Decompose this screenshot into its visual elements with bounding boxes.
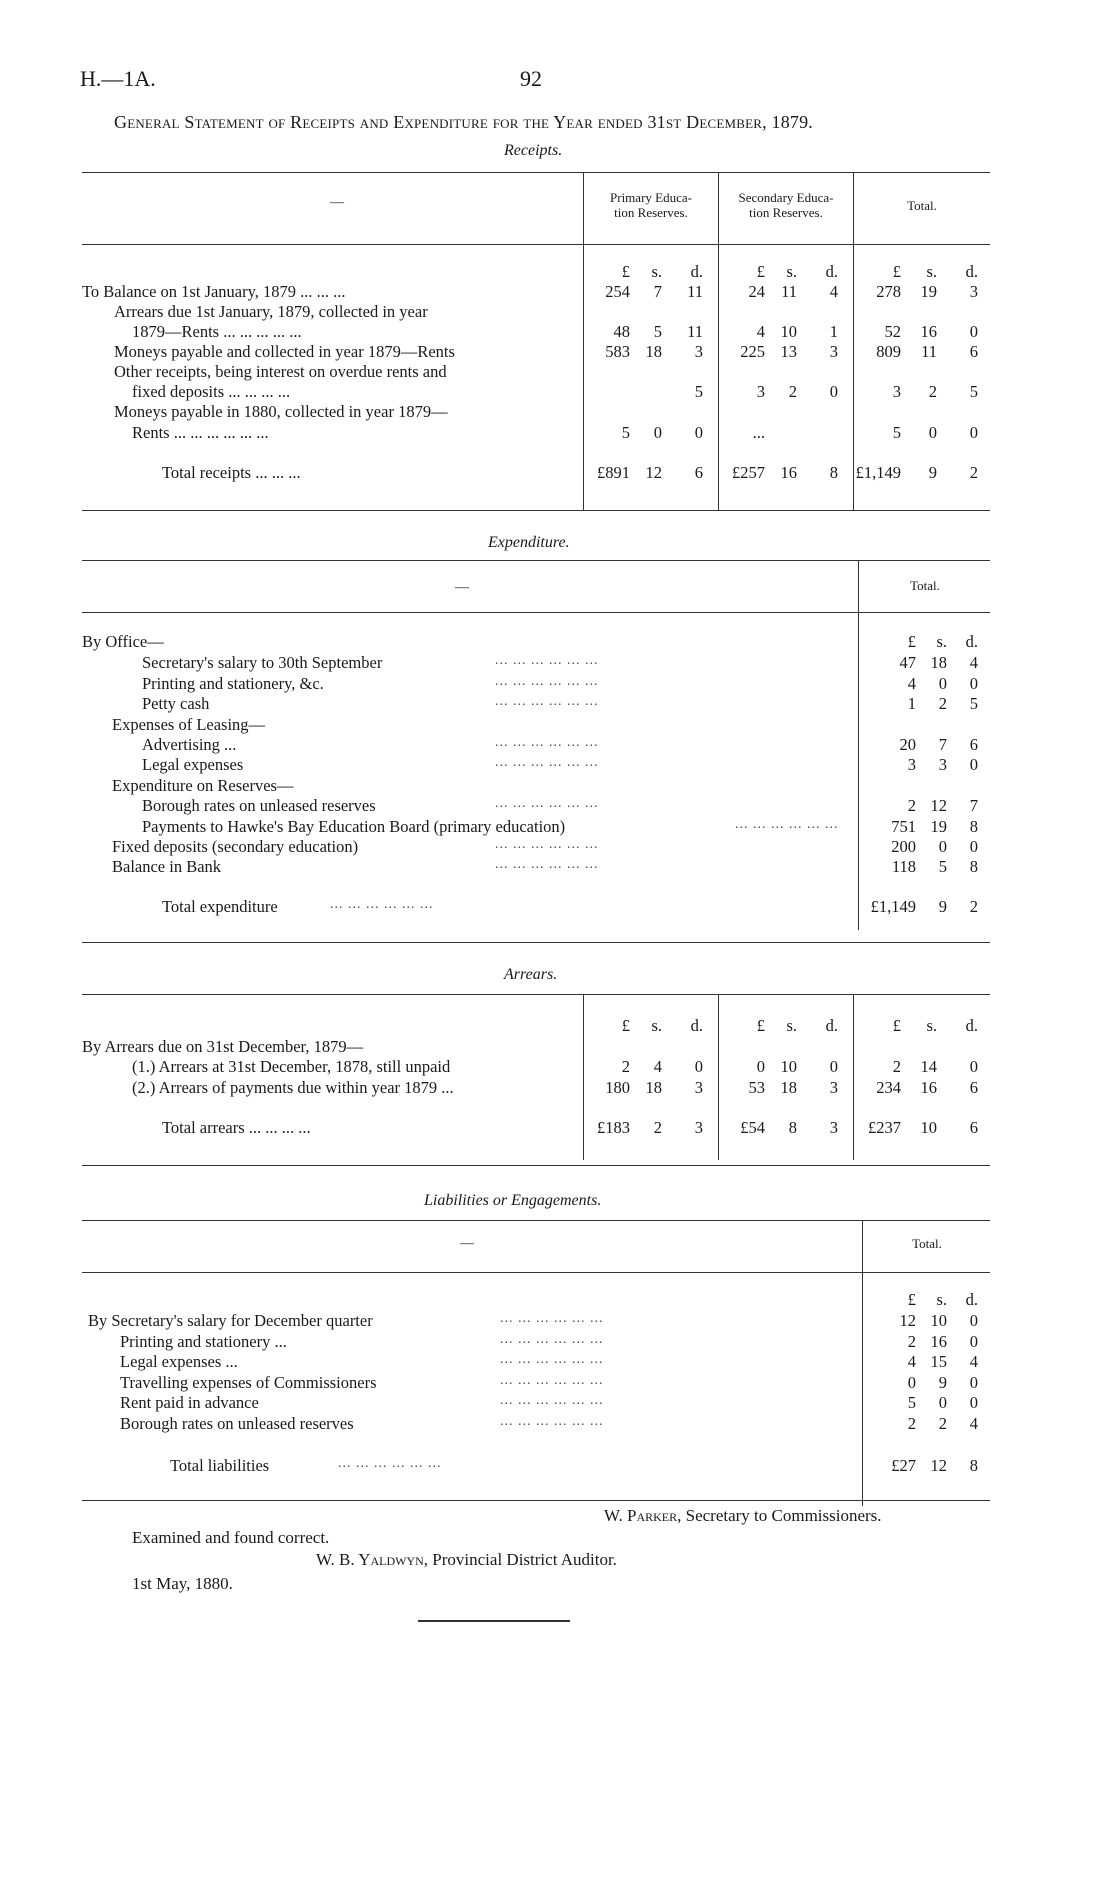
receipts-secondary-pounds: 225 bbox=[740, 342, 765, 361]
liabilities-total-dots: ... ... ... ... ... ... bbox=[338, 1456, 442, 1471]
expenditure-value-pounds: 1 bbox=[907, 694, 916, 713]
liabilities-row-label: Legal expenses ... bbox=[120, 1352, 238, 1371]
expenditure-value-pence: 0 bbox=[969, 837, 978, 856]
receipts-total-pence: 5 bbox=[969, 382, 978, 401]
arrears-primary-shillings: 18 bbox=[645, 1078, 662, 1097]
arrears-total-label: Total arrears ... ... ... ... bbox=[162, 1118, 311, 1137]
receipts-total-pence: 0 bbox=[969, 423, 978, 442]
expenditure-row-label: Advertising ... bbox=[142, 735, 237, 754]
liabilities-value-shillings: 2 bbox=[938, 1414, 947, 1433]
receipts-col-secondary-line1: Secondary Educa- bbox=[738, 190, 834, 205]
receipts-total-pounds: 3 bbox=[892, 382, 901, 401]
arrears-primary-pence: 0 bbox=[694, 1057, 703, 1076]
expenditure-row-label: Expenditure on Reserves— bbox=[112, 776, 294, 795]
arrears-primary-pounds: 180 bbox=[605, 1078, 630, 1097]
expenditure-row-label: Legal expenses bbox=[142, 755, 244, 774]
receipts-unit-0-2: d. bbox=[690, 262, 703, 281]
liabilities-unit-0-1: s. bbox=[936, 1290, 947, 1309]
expenditure-leader-dots: ... ... ... ... ... ... bbox=[495, 755, 599, 770]
arrears-unit-2-0: £ bbox=[892, 1016, 901, 1035]
arrears-total-pounds: 234 bbox=[876, 1078, 901, 1097]
expenditure-value-pounds: 3 bbox=[907, 755, 916, 774]
receipts-total-pounds: 809 bbox=[876, 342, 901, 361]
receipts-primary-shillings: 0 bbox=[653, 423, 662, 442]
receipts-row-label: Moneys payable and collected in year 1879—Rents bbox=[114, 342, 455, 361]
liabilities-total-label: Total liabilities bbox=[170, 1456, 270, 1475]
expenditure-leader-dots: ... ... ... ... ... ... bbox=[495, 653, 599, 668]
expenditure-row-label: Expenses of Leasing— bbox=[112, 715, 266, 734]
page-number: 92 bbox=[520, 66, 542, 91]
receipts-row-label: Moneys payable in 1880, collected in year 1879— bbox=[114, 402, 448, 421]
liabilities-value-pounds: 12 bbox=[899, 1311, 916, 1330]
receipts-secondary-pence: 4 bbox=[829, 282, 838, 301]
arrears-unit-2-1: s. bbox=[926, 1016, 937, 1035]
liabilities-value-pence: 0 bbox=[969, 1332, 978, 1351]
date-line: 1st May, 1880. bbox=[132, 1574, 233, 1593]
receipts-total-total-pence: 2 bbox=[969, 463, 978, 482]
arrears-secondary-shillings: 10 bbox=[780, 1057, 797, 1076]
arrears-secondary-pounds: 0 bbox=[756, 1057, 765, 1076]
expenditure-value-pounds: 2 bbox=[907, 796, 916, 815]
arrears-total-primary-pence: 3 bbox=[694, 1118, 703, 1137]
auditor-name: W. B. Yaldwyn, bbox=[316, 1550, 429, 1569]
liabilities-leader-dots: ... ... ... ... ... ... bbox=[500, 1352, 604, 1367]
arrears-total-pounds: 2 bbox=[892, 1057, 901, 1076]
liabilities-col-total-header: Total. bbox=[912, 1236, 942, 1251]
arrears-unit-2-2: d. bbox=[965, 1016, 978, 1035]
expenditure-top-rule bbox=[82, 560, 990, 561]
expenditure-value-pence: 7 bbox=[969, 796, 978, 815]
receipts-unit-2-2: d. bbox=[965, 262, 978, 281]
receipts-row-label: Rents ... ... ... ... ... ... bbox=[132, 423, 269, 442]
expenditure-total-dots: ... ... ... ... ... ... bbox=[330, 897, 434, 912]
arrears-primary-pounds: 2 bbox=[621, 1057, 630, 1076]
receipts-unit-0-0: £ bbox=[621, 262, 630, 281]
receipts-primary-pounds: 254 bbox=[605, 282, 630, 301]
expenditure-value-shillings: 3 bbox=[938, 755, 947, 774]
expenditure-col-total-header: Total. bbox=[910, 578, 940, 593]
liabilities-value-pence: 0 bbox=[969, 1393, 978, 1412]
receipts-total-pence: 6 bbox=[969, 342, 978, 361]
expenditure-total-value-pence: 2 bbox=[969, 897, 978, 916]
liabilities-total-value-pence: 8 bbox=[969, 1456, 978, 1475]
arrears-unit-1-1: s. bbox=[786, 1016, 797, 1035]
receipts-primary-pence: 5 bbox=[694, 382, 703, 401]
expenditure-value-pounds: 47 bbox=[899, 653, 916, 672]
liabilities-header-rule bbox=[82, 1272, 990, 1273]
receipts-col-secondary-line2: tion Reserves. bbox=[749, 205, 823, 220]
receipts-primary-shillings: 5 bbox=[653, 322, 662, 341]
receipts-total-pence: 0 bbox=[969, 322, 978, 341]
receipts-primary-pence: 11 bbox=[687, 322, 703, 341]
liabilities-unit-0-2: d. bbox=[965, 1290, 978, 1309]
liabilities-value-pounds: 2 bbox=[907, 1332, 916, 1351]
expenditure-leader-dots: ... ... ... ... ... ... bbox=[495, 694, 599, 709]
receipts-primary-pence: 3 bbox=[694, 342, 703, 361]
secretary-name: W. Parker, bbox=[604, 1506, 682, 1525]
receipts-row-label: 1879—Rents ... ... ... ... ... bbox=[132, 322, 302, 341]
receipts-total-pence: 3 bbox=[969, 282, 978, 301]
receipts-total-secondary-pence: 8 bbox=[829, 463, 838, 482]
receipts-primary-pence: 0 bbox=[694, 423, 703, 442]
receipts-primary-pence: 11 bbox=[687, 282, 703, 301]
receipts-total-shillings: 19 bbox=[920, 282, 937, 301]
expenditure-row-label: Printing and stationery, &c. bbox=[142, 674, 324, 693]
expenditure-bottom-rule bbox=[82, 942, 990, 943]
liabilities-row-label: Rent paid in advance bbox=[120, 1393, 259, 1412]
receipts-secondary-pounds: 3 bbox=[756, 382, 765, 401]
expenditure-value-pounds: 118 bbox=[891, 857, 916, 876]
expenditure-row-label: Payments to Hawke's Bay Education Board (primary education) bbox=[142, 817, 566, 836]
arrears-row-label: (2.) Arrears of payments due within year 1879 ... bbox=[132, 1078, 454, 1097]
receipts-col-primary-header bbox=[586, 190, 716, 220]
expenditure-leader-dots: ... ... ... ... ... ... bbox=[495, 735, 599, 750]
liabilities-value-pounds: 2 bbox=[907, 1414, 916, 1433]
expenditure-value-shillings: 7 bbox=[938, 735, 947, 754]
liabilities-value-shillings: 10 bbox=[930, 1311, 947, 1330]
liabilities-leader-dots: ... ... ... ... ... ... bbox=[500, 1311, 604, 1326]
arrears-caption: Arrears. bbox=[504, 966, 558, 983]
receipts-total-primary-shillings: 12 bbox=[645, 463, 662, 482]
receipts-col-primary-line2: tion Reserves. bbox=[614, 205, 688, 220]
receipts-unit-2-1: s. bbox=[926, 262, 937, 281]
receipts-total-secondary-pounds: £257 bbox=[732, 463, 765, 482]
receipts-primary-pounds: 5 bbox=[621, 423, 630, 442]
liabilities-total-value-pounds: £27 bbox=[891, 1456, 916, 1475]
receipts-col-secondary-header bbox=[720, 190, 852, 220]
arrears-total-primary-shillings: 2 bbox=[653, 1118, 662, 1137]
liabilities-bottom-rule bbox=[82, 1500, 990, 1501]
receipts-col-primary-line1: Primary Educa- bbox=[610, 190, 692, 205]
receipts-secondary-pence: 0 bbox=[829, 382, 838, 401]
receipts-primary-pounds: 583 bbox=[605, 342, 630, 361]
liabilities-value-shillings: 9 bbox=[938, 1373, 947, 1392]
liabilities-blank-head: — bbox=[460, 1236, 474, 1251]
expenditure-value-pence: 6 bbox=[969, 735, 978, 754]
expenditure-leader-dots: ... ... ... ... ... ... bbox=[495, 796, 599, 811]
liabilities-caption: Liabilities or Engagements. bbox=[424, 1192, 602, 1209]
receipts-total-total-shillings: 9 bbox=[928, 463, 937, 482]
receipts-total-shillings: 16 bbox=[920, 322, 937, 341]
arrears-primary-shillings: 4 bbox=[653, 1057, 662, 1076]
liabilities-unit-0-0: £ bbox=[907, 1290, 916, 1309]
expenditure-value-pounds: 4 bbox=[907, 674, 916, 693]
receipts-total-total-pounds: £1,149 bbox=[855, 463, 901, 482]
expenditure-leader-dots: ... ... ... ... ... ... bbox=[735, 817, 839, 832]
receipts-blank-head: — bbox=[330, 195, 344, 210]
arrears-total-total-pence: 6 bbox=[969, 1118, 978, 1137]
receipts-secondary-pence: 3 bbox=[829, 342, 838, 361]
receipts-row-label: To Balance on 1st January, 1879 ... ... ... bbox=[82, 282, 346, 301]
expenditure-value-pence: 5 bbox=[969, 694, 978, 713]
receipts-primary-pounds: 48 bbox=[613, 322, 630, 341]
expenditure-total-label: Total expenditure bbox=[162, 897, 278, 916]
liabilities-leader-dots: ... ... ... ... ... ... bbox=[500, 1414, 604, 1429]
arrears-bottom-rule bbox=[82, 1165, 990, 1166]
liabilities-row-label: Printing and stationery ... bbox=[120, 1332, 287, 1351]
examined-note: Examined and found correct. bbox=[132, 1528, 330, 1547]
expenditure-unit-0-1: s. bbox=[936, 632, 947, 651]
liabilities-value-pounds: 4 bbox=[907, 1352, 916, 1371]
receipts-row-label: Other receipts, being interest on overdue rents and bbox=[114, 362, 447, 381]
receipts-unit-1-2: d. bbox=[825, 262, 838, 281]
arrears-row-label: (1.) Arrears at 31st December, 1878, still unpaid bbox=[132, 1057, 451, 1076]
receipts-total-label: Total receipts ... ... ... bbox=[162, 463, 301, 482]
receipts-secondary-pounds: ... bbox=[752, 423, 765, 442]
arrears-unit-0-2: d. bbox=[690, 1016, 703, 1035]
expenditure-header-rule bbox=[82, 612, 990, 613]
expenditure-value-shillings: 18 bbox=[930, 653, 947, 672]
arrears-unit-1-0: £ bbox=[756, 1016, 765, 1035]
receipts-total-secondary-shillings: 16 bbox=[780, 463, 797, 482]
receipts-total-shillings: 2 bbox=[928, 382, 937, 401]
receipts-primary-shillings: 18 bbox=[645, 342, 662, 361]
closing-rule bbox=[418, 1620, 570, 1622]
liabilities-row-label: Travelling expenses of Commissioners bbox=[120, 1373, 377, 1392]
expenditure-unit-0-0: £ bbox=[907, 632, 916, 651]
receipts-total-shillings: 0 bbox=[928, 423, 937, 442]
receipts-secondary-pounds: 24 bbox=[748, 282, 765, 301]
expenditure-row-label: By Office— bbox=[82, 632, 164, 651]
expenditure-value-shillings: 2 bbox=[938, 694, 947, 713]
receipts-row-label: fixed deposits ... ... ... ... bbox=[132, 382, 291, 401]
liabilities-leader-dots: ... ... ... ... ... ... bbox=[500, 1393, 604, 1408]
arrears-secondary-pence: 0 bbox=[829, 1057, 838, 1076]
arrears-row-label: By Arrears due on 31st December, 1879— bbox=[82, 1037, 364, 1056]
expenditure-unit-0-2: d. bbox=[965, 632, 978, 651]
expenditure-blank-head: — bbox=[455, 580, 469, 595]
expenditure-row-label: Balance in Bank bbox=[112, 857, 222, 876]
arrears-total-shillings: 16 bbox=[920, 1078, 937, 1097]
receipts-unit-1-1: s. bbox=[786, 262, 797, 281]
page-title: General Statement of Receipts and Expenditure for the Year ended 31st December, 1879. bbox=[114, 112, 814, 132]
expenditure-value-pence: 8 bbox=[969, 857, 978, 876]
arrears-unit-1-2: d. bbox=[825, 1016, 838, 1035]
liabilities-value-pence: 4 bbox=[969, 1352, 978, 1371]
expenditure-total-value-pounds: £1,149 bbox=[870, 897, 916, 916]
arrears-total-secondary-pence: 3 bbox=[829, 1118, 838, 1137]
arrears-primary-pence: 3 bbox=[694, 1078, 703, 1097]
arrears-unit-0-0: £ bbox=[621, 1016, 630, 1035]
secretary-role: Secretary to Commissioners. bbox=[685, 1506, 882, 1525]
receipts-secondary-shillings: 11 bbox=[781, 282, 797, 301]
liabilities-value-shillings: 16 bbox=[930, 1332, 947, 1351]
expenditure-value-shillings: 12 bbox=[930, 796, 947, 815]
expenditure-total-value-shillings: 9 bbox=[938, 897, 947, 916]
receipts-row-label: Arrears due 1st January, 1879, collected in year bbox=[114, 302, 428, 321]
receipts-secondary-pounds: 4 bbox=[756, 322, 765, 341]
receipts-secondary-shillings: 13 bbox=[780, 342, 797, 361]
arrears-total-secondary-pounds: £54 bbox=[740, 1118, 765, 1137]
arrears-secondary-pounds: 53 bbox=[748, 1078, 765, 1097]
arrears-unit-0-1: s. bbox=[651, 1016, 662, 1035]
receipts-total-primary-pounds: £891 bbox=[597, 463, 630, 482]
expenditure-value-pence: 0 bbox=[969, 674, 978, 693]
expenditure-caption: Expenditure. bbox=[488, 534, 570, 551]
receipts-unit-0-1: s. bbox=[651, 262, 662, 281]
auditor-role: Provincial District Auditor. bbox=[432, 1550, 617, 1569]
expenditure-value-pence: 8 bbox=[969, 817, 978, 836]
receipts-header-rule bbox=[82, 244, 990, 245]
liabilities-value-shillings: 15 bbox=[930, 1352, 947, 1371]
liabilities-leader-dots: ... ... ... ... ... ... bbox=[500, 1373, 604, 1388]
arrears-total-primary-pounds: £183 bbox=[597, 1118, 630, 1137]
arrears-secondary-shillings: 18 bbox=[780, 1078, 797, 1097]
expenditure-leader-dots: ... ... ... ... ... ... bbox=[495, 837, 599, 852]
arrears-total-pence: 0 bbox=[969, 1057, 978, 1076]
receipts-bottom-rule bbox=[82, 510, 990, 511]
expenditure-leader-dots: ... ... ... ... ... ... bbox=[495, 857, 599, 872]
liabilities-leader-dots: ... ... ... ... ... ... bbox=[500, 1332, 604, 1347]
liabilities-value-pounds: 0 bbox=[907, 1373, 916, 1392]
arrears-total-secondary-shillings: 8 bbox=[788, 1118, 797, 1137]
receipts-caption: Receipts. bbox=[504, 142, 563, 159]
expenditure-row-label: Fixed deposits (secondary education) bbox=[112, 837, 359, 856]
liabilities-value-pounds: 5 bbox=[907, 1393, 916, 1412]
expenditure-value-pounds: 20 bbox=[899, 735, 916, 754]
liabilities-value-pence: 0 bbox=[969, 1373, 978, 1392]
liabilities-value-pence: 0 bbox=[969, 1311, 978, 1330]
receipts-total-shillings: 11 bbox=[921, 342, 937, 361]
arrears-total-total-shillings: 10 bbox=[920, 1118, 937, 1137]
receipts-unit-2-0: £ bbox=[892, 262, 901, 281]
arrears-total-total-pounds: £237 bbox=[868, 1118, 901, 1137]
liabilities-row-label: Borough rates on unleased reserves bbox=[120, 1414, 354, 1433]
expenditure-value-pence: 4 bbox=[969, 653, 978, 672]
liabilities-row-label: By Secretary's salary for December quarter bbox=[88, 1311, 373, 1330]
expenditure-value-shillings: 0 bbox=[938, 837, 947, 856]
arrears-total-pence: 6 bbox=[969, 1078, 978, 1097]
arrears-secondary-pence: 3 bbox=[829, 1078, 838, 1097]
receipts-unit-1-0: £ bbox=[756, 262, 765, 281]
expenditure-value-pounds: 200 bbox=[891, 837, 916, 856]
expenditure-value-shillings: 5 bbox=[938, 857, 947, 876]
liabilities-top-rule bbox=[82, 1220, 990, 1221]
receipts-total-pounds: 5 bbox=[892, 423, 901, 442]
receipts-col-total-header: Total. bbox=[907, 198, 937, 213]
expenditure-row-label: Secretary's salary to 30th September bbox=[142, 653, 383, 672]
secretary-signature bbox=[604, 1506, 882, 1526]
receipts-secondary-shillings: 10 bbox=[780, 322, 797, 341]
receipts-total-pounds: 52 bbox=[884, 322, 901, 341]
expenditure-value-shillings: 0 bbox=[938, 674, 947, 693]
liabilities-value-shillings: 0 bbox=[938, 1393, 947, 1412]
receipts-total-pounds: 278 bbox=[876, 282, 901, 301]
document-reference: H.—1A. bbox=[80, 66, 156, 91]
expenditure-value-pounds: 751 bbox=[891, 817, 916, 836]
arrears-total-shillings: 14 bbox=[920, 1057, 937, 1076]
receipts-secondary-shillings: 2 bbox=[788, 382, 797, 401]
auditor-signature bbox=[316, 1550, 617, 1570]
expenditure-value-pence: 0 bbox=[969, 755, 978, 774]
expenditure-leader-dots: ... ... ... ... ... ... bbox=[495, 674, 599, 689]
liabilities-value-pence: 4 bbox=[969, 1414, 978, 1433]
receipts-secondary-pence: 1 bbox=[829, 322, 838, 341]
expenditure-value-shillings: 19 bbox=[930, 817, 947, 836]
expenditure-row-label: Petty cash bbox=[142, 694, 210, 713]
liabilities-total-value-shillings: 12 bbox=[930, 1456, 947, 1475]
receipts-primary-shillings: 7 bbox=[653, 282, 662, 301]
receipts-total-primary-pence: 6 bbox=[694, 463, 703, 482]
expenditure-row-label: Borough rates on unleased reserves bbox=[142, 796, 376, 815]
